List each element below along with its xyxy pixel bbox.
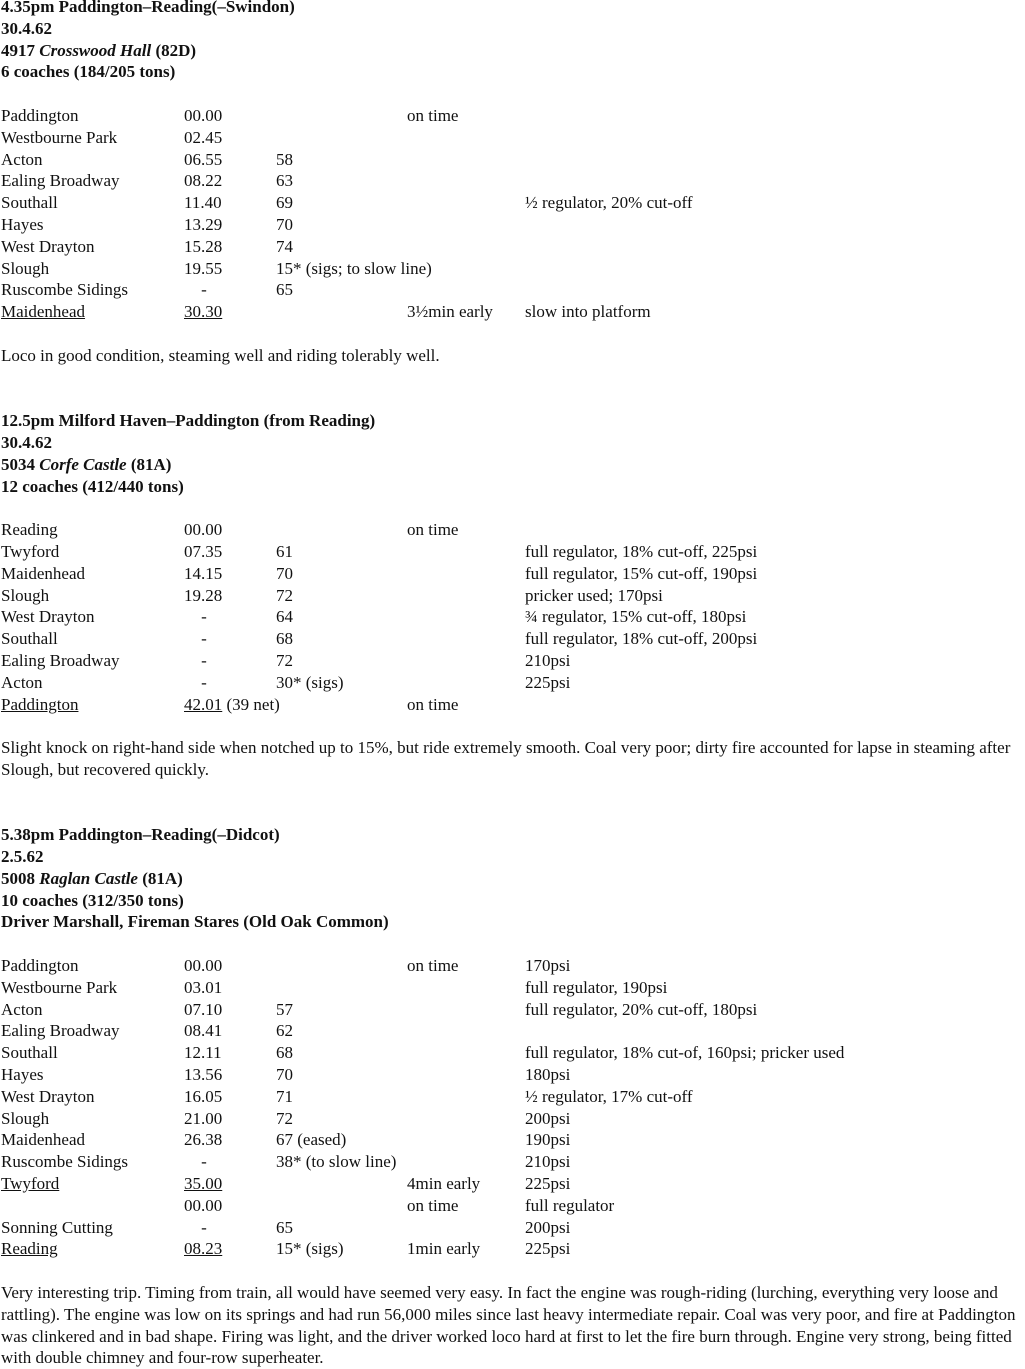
station-name: Ealing Broadway <box>1 171 120 191</box>
timing-row <box>1 977 1023 999</box>
time-value: - <box>201 1152 207 1172</box>
loco-name: Raglan Castle <box>39 868 138 888</box>
speed-cell: 15* (sigs; to slow line) <box>276 258 432 278</box>
run-note: Slight knock on right-hand side when notched up to 15%, but ride extremely smooth. Coal very poor; dirty fire accounted for lapse in steaming after Slough, but recovered quickly. <box>1 738 1011 779</box>
time-cell <box>184 149 222 171</box>
station-name: Westbourne Park <box>1 977 118 997</box>
time-cell <box>184 585 222 607</box>
time-cell <box>184 519 222 541</box>
time-value: 00.00 <box>184 956 223 976</box>
time-value: 08.23 <box>184 1239 223 1259</box>
time-cell <box>184 170 222 192</box>
run-section <box>1 824 1023 1369</box>
document <box>1 0 1023 1369</box>
station-name: Hayes <box>1 214 44 234</box>
timing-row <box>1 628 1023 650</box>
station-name: West Drayton <box>1 1086 95 1106</box>
time-value: 07.10 <box>184 999 223 1019</box>
station-name: Southall <box>1 1043 58 1063</box>
station-name: Twyford <box>1 541 60 561</box>
time-value: 21.00 <box>184 1108 223 1128</box>
timing-row <box>1 1108 1023 1130</box>
loco-name: Crosswood Hall <box>39 40 152 60</box>
station-name: Acton <box>1 149 43 169</box>
notes-cell: full regulator, 18% cut-off, 225psi <box>525 541 758 561</box>
speed-cell: 65 <box>276 1217 293 1237</box>
time-cell <box>184 258 222 280</box>
loco-shed: (81A) <box>130 454 172 474</box>
timing-row <box>1 541 1023 563</box>
time-cell <box>184 1086 222 1108</box>
notes-cell: 210psi <box>525 1152 571 1172</box>
time-cell <box>184 192 222 214</box>
station-name: Maidenhead <box>1 1130 86 1150</box>
speed-cell: 71 <box>276 1086 293 1106</box>
time-cell <box>184 1064 222 1086</box>
speed-cell: 72 <box>276 585 293 605</box>
speed-cell: 57 <box>276 999 293 1019</box>
notes-cell: full regulator, 20% cut-off, 180psi <box>525 999 758 1019</box>
time-value: 03.01 <box>184 977 223 997</box>
notes-cell: full regulator <box>525 1195 615 1215</box>
time-cell <box>184 999 222 1021</box>
run-date: 30.4.62 <box>1 432 52 452</box>
station-name: Westbourne Park <box>1 127 118 147</box>
time-cell <box>184 628 224 650</box>
station-name: Ealing Broadway <box>1 1021 120 1041</box>
notes-cell: 190psi <box>525 1130 571 1150</box>
speed-cell: 58 <box>276 149 293 169</box>
run-date: 2.5.62 <box>1 847 44 867</box>
run-date: 30.4.62 <box>1 18 52 38</box>
speed-cell: 64 <box>276 607 293 627</box>
time-value: - <box>201 607 207 627</box>
notes-cell: ¾ regulator, 15% cut-off, 180psi <box>525 607 747 627</box>
time-value: - <box>201 629 207 649</box>
run-title: 12.5pm Milford Haven–Paddington (from Reading) <box>1 411 376 431</box>
speed-cell: 15* (sigs) <box>276 1239 344 1259</box>
station-name: Acton <box>1 672 43 692</box>
timing-row <box>1 301 1023 323</box>
timing-row <box>1 214 1023 236</box>
time-cell <box>184 1195 222 1217</box>
time-cell <box>184 214 222 236</box>
status-cell: on time <box>407 105 459 125</box>
spacer <box>1 715 1023 737</box>
time-value: 07.35 <box>184 541 223 561</box>
loco-line <box>1 40 1023 62</box>
speed-cell: 74 <box>276 236 293 256</box>
notes-cell: full regulator, 15% cut-off, 190psi <box>525 563 758 583</box>
status-cell: on time <box>407 694 459 714</box>
station-name: Slough <box>1 258 50 278</box>
time-cell <box>184 541 222 563</box>
time-cell <box>184 1238 222 1260</box>
time-cell <box>184 1173 222 1195</box>
speed-cell: 65 <box>276 280 293 300</box>
timing-row <box>1 1195 1023 1217</box>
notes-cell: 200psi <box>525 1217 571 1237</box>
spacer <box>1 323 1023 345</box>
timing-row <box>1 606 1023 628</box>
spacer <box>1 367 1023 389</box>
time-cell <box>184 694 280 716</box>
station-name: Acton <box>1 999 43 1019</box>
load-line: 6 coaches (184/205 tons) <box>1 62 176 82</box>
station-name: Twyford <box>1 1174 60 1194</box>
time-value: 30.30 <box>184 302 223 322</box>
notes-cell: ½ regulator, 20% cut-off <box>525 193 693 213</box>
station-name: Ruscombe Sidings <box>1 280 129 300</box>
speed-cell: 68 <box>276 1043 293 1063</box>
timing-row <box>1 519 1023 541</box>
status-cell: 3½min early <box>407 302 493 322</box>
notes-cell: 200psi <box>525 1108 571 1128</box>
station-name: West Drayton <box>1 236 95 256</box>
timing-row <box>1 258 1023 280</box>
status-cell: 4min early <box>407 1174 481 1194</box>
notes-cell: full regulator, 190psi <box>525 977 668 997</box>
notes-cell: full regulator, 18% cut-of, 160psi; pricker used <box>525 1043 845 1063</box>
timing-table <box>1 955 1023 1260</box>
time-cell <box>184 1129 222 1151</box>
station-name: Paddington <box>1 956 79 976</box>
run-section <box>1 410 1023 824</box>
spacer <box>1 1260 1023 1282</box>
speed-cell: 70 <box>276 1065 293 1085</box>
time-value: 06.55 <box>184 149 223 169</box>
station-name: Reading <box>1 1239 58 1259</box>
station-name: Ruscombe Sidings <box>1 1152 129 1172</box>
spacer <box>1 933 1023 955</box>
time-value: 13.56 <box>184 1065 223 1085</box>
time-cell <box>184 1217 224 1239</box>
timing-row <box>1 1129 1023 1151</box>
loco-name: Corfe Castle <box>39 454 127 474</box>
station-name: Maidenhead <box>1 563 86 583</box>
station-name: Southall <box>1 193 58 213</box>
time-value: 19.28 <box>184 585 223 605</box>
station-name: Slough <box>1 585 50 605</box>
time-cell <box>184 301 222 323</box>
speed-cell: 70 <box>276 214 293 234</box>
speed-cell: 72 <box>276 1108 293 1128</box>
time-cell <box>184 606 224 628</box>
timing-row <box>1 672 1023 694</box>
timing-row <box>1 1151 1023 1173</box>
timing-row <box>1 1217 1023 1239</box>
timing-row <box>1 650 1023 672</box>
time-value: 26.38 <box>184 1130 223 1150</box>
run-title: 5.38pm Paddington–Reading(–Didcot) <box>1 825 280 845</box>
time-value: 35.00 <box>184 1174 223 1194</box>
time-value: 00.00 <box>184 520 223 540</box>
loco-number: 5034 <box>1 454 35 474</box>
time-value: 42.01 <box>184 694 223 714</box>
station-name: Ealing Broadway <box>1 650 120 670</box>
time-value: - <box>201 280 207 300</box>
notes-cell: 225psi <box>525 1174 571 1194</box>
spacer <box>1 802 1023 824</box>
time-cell <box>184 1108 222 1130</box>
time-cell <box>184 236 222 258</box>
time-value: 08.41 <box>184 1021 223 1041</box>
station-name: Paddington <box>1 105 79 125</box>
station-name: Slough <box>1 1108 50 1128</box>
loco-shed: (81A) <box>142 868 183 888</box>
loco-number: 4917 <box>1 40 35 60</box>
time-value: 13.29 <box>184 214 223 234</box>
notes-cell: ½ regulator, 17% cut-off <box>525 1086 693 1106</box>
spacer <box>1 497 1023 519</box>
time-cell <box>184 279 224 301</box>
time-value: - <box>201 672 207 692</box>
timing-table <box>1 105 1023 323</box>
time-value: 00.00 <box>184 105 223 125</box>
timing-row <box>1 1020 1023 1042</box>
station-name: Reading <box>1 520 58 540</box>
time-cell <box>184 1042 222 1064</box>
speed-cell: 63 <box>276 171 293 191</box>
timing-row <box>1 1238 1023 1260</box>
timing-row <box>1 127 1023 149</box>
status-cell: on time <box>407 956 459 976</box>
timing-row <box>1 694 1023 716</box>
loco-shed: (82D) <box>155 40 197 60</box>
time-cell <box>184 1020 222 1042</box>
timing-table <box>1 519 1023 715</box>
speed-cell: 30* (sigs) <box>276 672 344 692</box>
timing-row <box>1 105 1023 127</box>
speed-cell: 70 <box>276 563 293 583</box>
station-name: Paddington <box>1 694 79 714</box>
timing-row <box>1 955 1023 977</box>
speed-cell: 62 <box>276 1021 293 1041</box>
spacer <box>1 781 1023 803</box>
time-cell <box>184 105 222 127</box>
time-value: 19.55 <box>184 258 223 278</box>
time-value: - <box>201 1217 207 1237</box>
timing-row <box>1 192 1023 214</box>
loco-line <box>1 868 1023 890</box>
timing-row <box>1 149 1023 171</box>
loco-line <box>1 454 1023 476</box>
station-name: West Drayton <box>1 607 95 627</box>
timing-row <box>1 1064 1023 1086</box>
time-value: 11.40 <box>184 193 222 213</box>
run-note: Loco in good condition, steaming well and riding tolerably well. <box>1 345 440 365</box>
load-line: 10 coaches (312/350 tons) <box>1 890 184 910</box>
speed-cell: 67 (eased) <box>276 1130 347 1150</box>
notes-cell: slow into platform <box>525 302 651 322</box>
timing-row <box>1 585 1023 607</box>
time-net: (39 net) <box>222 694 280 714</box>
time-cell <box>184 672 224 694</box>
timing-row <box>1 1086 1023 1108</box>
status-cell: 1min early <box>407 1239 481 1259</box>
timing-row <box>1 170 1023 192</box>
run-note: Very interesting trip. Timing from train, all would have seemed very easy. In fact the engine was rough-riding (lurching, everything very loose and rattling). The engine was low on its springs and had run 56,000 miles since last heavy intermediate repair. Coal was very poor, and fire at Paddington was clinkered and in bad shape. Firing was light, and the driver worked loco hard at first to let the fire burn through. Engine very strong, being fitted with double chimney and four-row superheater. <box>1 1283 1016 1368</box>
time-value: 02.45 <box>184 127 223 147</box>
station-name: Maidenhead <box>1 302 86 322</box>
speed-cell: 72 <box>276 650 293 670</box>
time-cell <box>184 955 222 977</box>
time-value: 16.05 <box>184 1086 223 1106</box>
station-name: Southall <box>1 629 58 649</box>
station-name: Sonning Cutting <box>1 1217 113 1237</box>
notes-cell: pricker used; 170psi <box>525 585 663 605</box>
notes-cell: 170psi <box>525 956 571 976</box>
status-cell: on time <box>407 1195 459 1215</box>
notes-cell: 210psi <box>525 650 571 670</box>
load-line: 12 coaches (412/440 tons) <box>1 476 184 496</box>
time-value: 00.00 <box>184 1195 223 1215</box>
crew-line: Driver Marshall, Fireman Stares (Old Oak Common) <box>1 912 389 932</box>
status-cell: on time <box>407 520 459 540</box>
notes-cell: 180psi <box>525 1065 571 1085</box>
time-cell <box>184 1151 224 1173</box>
time-cell <box>184 650 224 672</box>
time-cell <box>184 563 222 585</box>
time-cell <box>184 977 222 999</box>
timing-row <box>1 563 1023 585</box>
time-value: 08.22 <box>184 171 223 191</box>
time-value: 14.15 <box>184 563 223 583</box>
loco-number: 5008 <box>1 868 35 888</box>
timing-row <box>1 1173 1023 1195</box>
run-title: 4.35pm Paddington–Reading(–Swindon) <box>1 0 295 16</box>
speed-cell: 68 <box>276 629 293 649</box>
notes-cell: full regulator, 18% cut-off, 200psi <box>525 629 758 649</box>
timing-row <box>1 236 1023 258</box>
notes-cell: 225psi <box>525 1239 571 1259</box>
speed-cell: 38* (to slow line) <box>276 1152 397 1172</box>
notes-cell: 225psi <box>525 672 571 692</box>
timing-row <box>1 999 1023 1021</box>
station-name: Hayes <box>1 1065 44 1085</box>
run-section <box>1 0 1023 410</box>
time-value: 12.11 <box>184 1043 222 1063</box>
timing-row <box>1 1042 1023 1064</box>
spacer <box>1 388 1023 410</box>
timing-row <box>1 279 1023 301</box>
spacer <box>1 83 1023 105</box>
speed-cell: 69 <box>276 193 293 213</box>
time-cell <box>184 127 222 149</box>
time-value: - <box>201 650 207 670</box>
time-value: 15.28 <box>184 236 223 256</box>
speed-cell: 61 <box>276 541 293 561</box>
